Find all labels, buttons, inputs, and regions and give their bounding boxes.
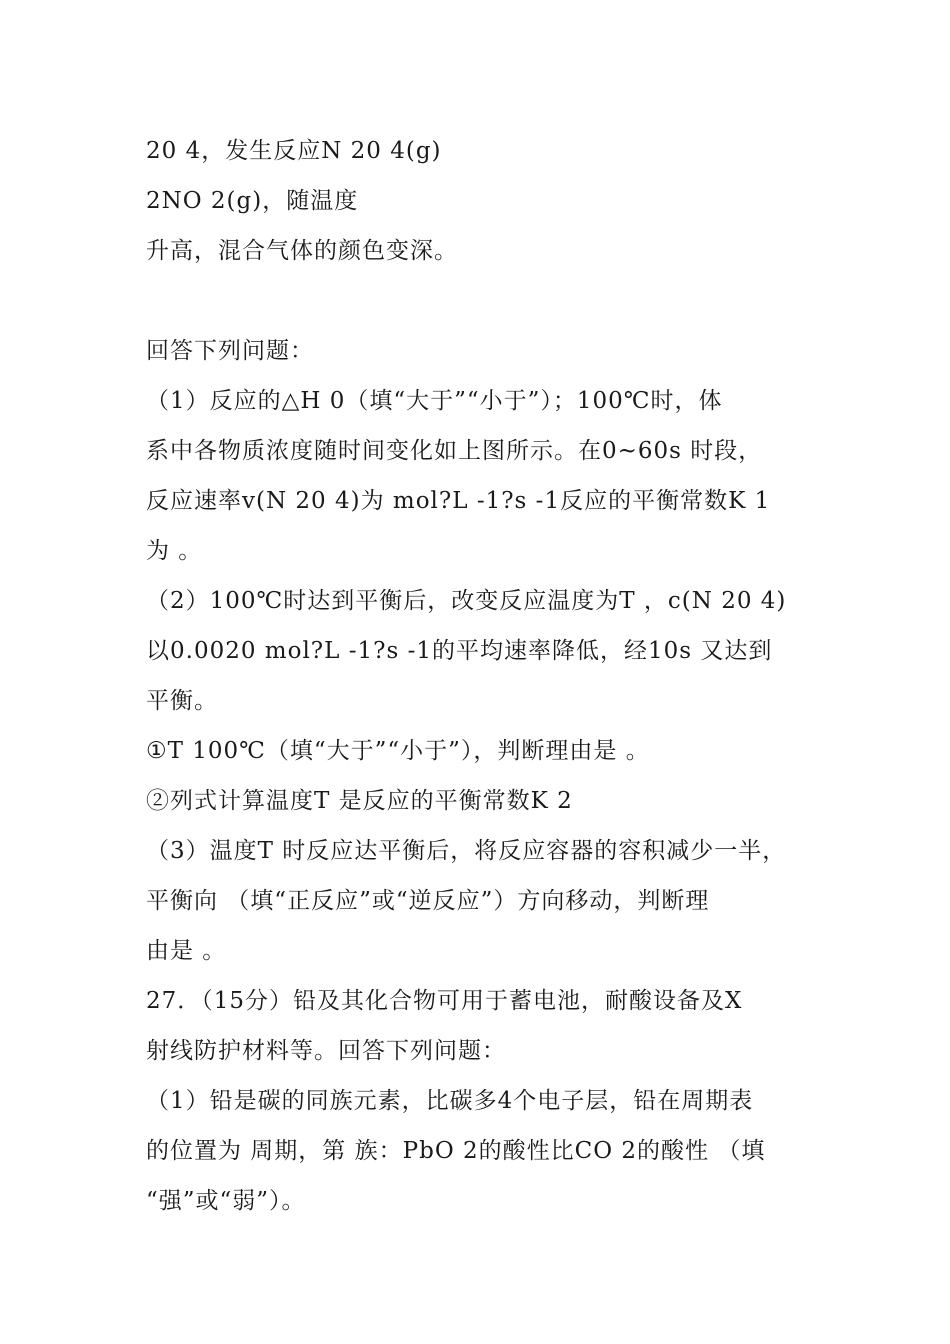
sub-question-2: ②列式计算温度T 是反应的平衡常数K 2 <box>146 788 573 814</box>
text-line: 系中各物质浓度随时间变化如上图所示。在0~60s 时段， <box>146 438 763 464</box>
text-line: 20 4，发生反应N 20 4(g) <box>146 138 442 164</box>
text-line: 平衡。 <box>146 688 218 714</box>
sub-question-1: ①T 100℃（填“大于”“小于”），判断理由是 。 <box>146 738 650 764</box>
text-line: 平衡向 （填“正反应”或“逆反应”）方向移动，判断理 <box>146 888 710 914</box>
question-2: （2）100℃时达到平衡后，改变反应温度为T ，c(N 20 4) <box>146 588 787 614</box>
text-line: 2NO 2(g)，随温度 <box>146 188 359 214</box>
text-line: 升高，混合气体的颜色变深。 <box>146 238 458 264</box>
text-line: 以0.0020 mol?L -1?s -1的平均速率降低，经10s 又达到 <box>146 638 773 664</box>
question-1: （1）反应的△H 0（填“大于”“小于”）；100℃时，体 <box>146 388 723 414</box>
text-line: 的位置为 周期，第 族：PbO 2的酸性比CO 2的酸性 （填 <box>146 1138 766 1164</box>
text-line: 为 。 <box>146 538 203 564</box>
question-3: （3）温度T 时反应达平衡后，将反应容器的容积减少一半， <box>146 838 787 864</box>
text-line: 由是 。 <box>146 938 227 964</box>
question-1: （1）铅是碳的同族元素，比碳多4个电子层，铅在周期表 <box>146 1088 754 1114</box>
text-line: 反应速率v(N 20 4)为 mol?L -1?s -1反应的平衡常数K 1 <box>146 488 771 514</box>
problem-27: 27．（15分）铅及其化合物可用于蓄电池，耐酸设备及X <box>146 988 743 1014</box>
text-line: 射线防护材料等。回答下列问题： <box>146 1038 506 1064</box>
section-heading: 回答下列问题： <box>146 338 314 364</box>
text-line: “强”或“弱”）。 <box>146 1188 306 1214</box>
